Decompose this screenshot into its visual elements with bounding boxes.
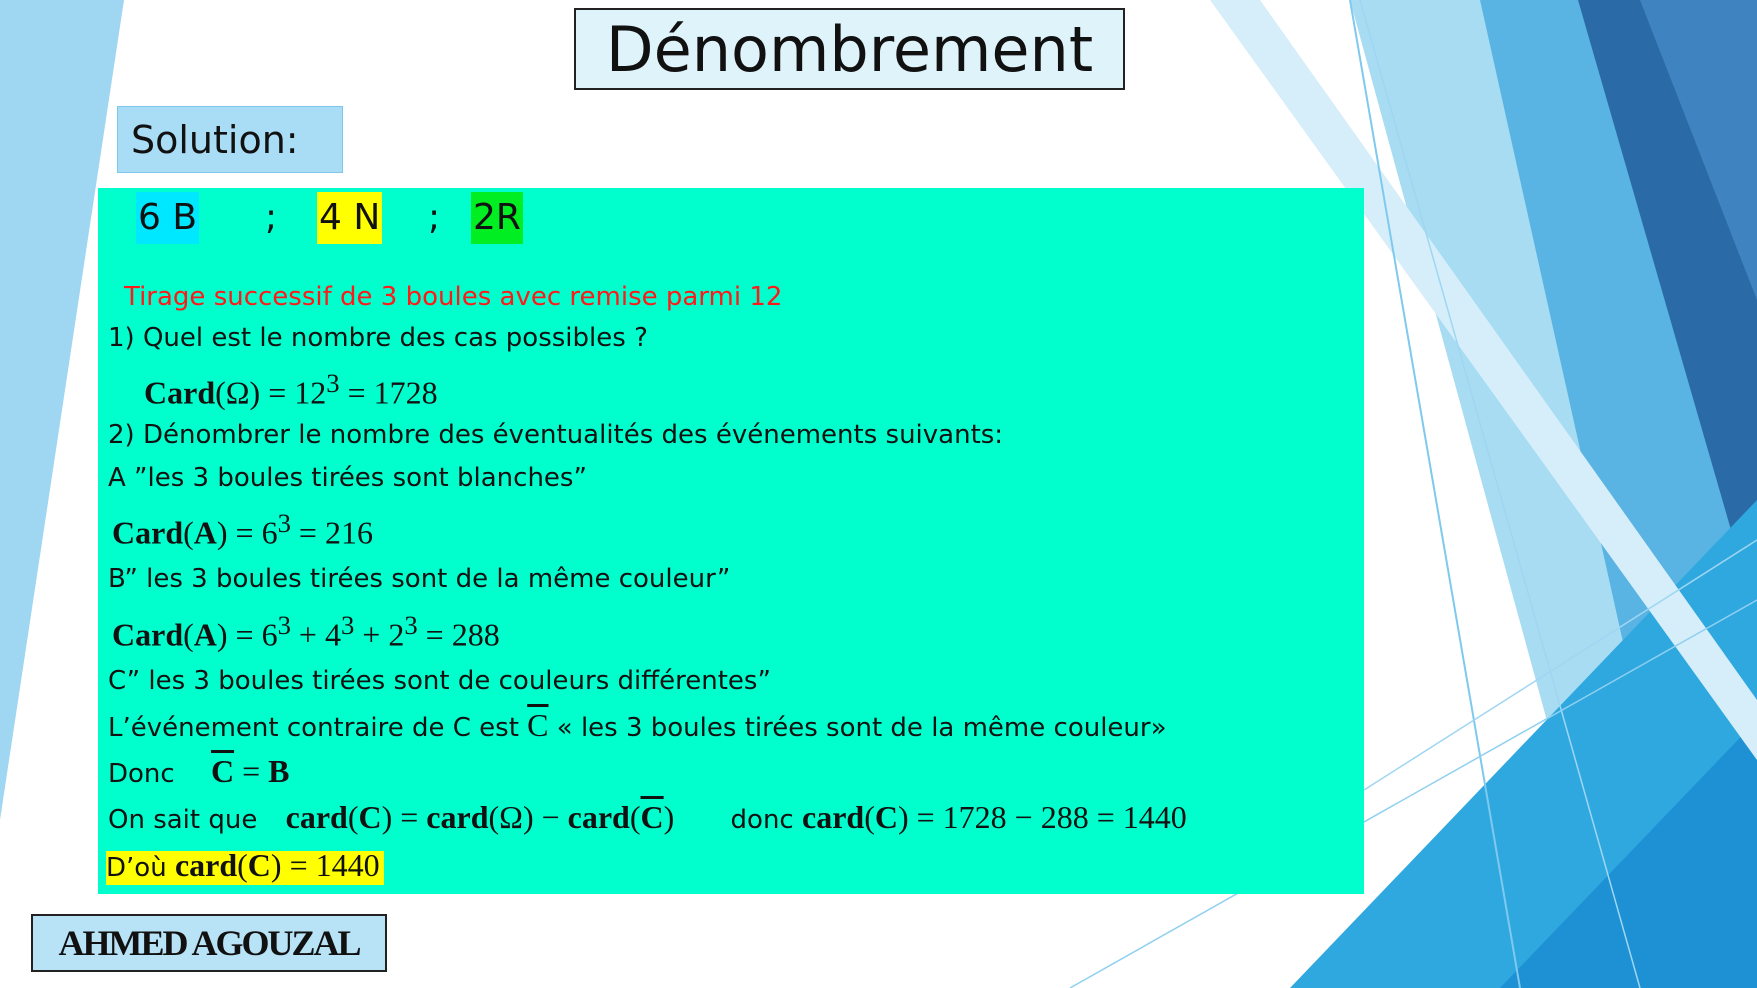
donc-label-2: donc	[730, 805, 794, 835]
solution-label: Solution:	[117, 106, 343, 173]
formula-card-c-result: card(C) = 1728 − 288 = 1440	[801, 799, 1187, 835]
ball-counts	[98, 188, 1364, 248]
donc-label: Donc	[108, 759, 175, 789]
formula-card-c-complement: card(C) = card(Ω) − $card(\overline{C})$	[285, 799, 675, 835]
formula-card-b: Card(A) = $6^3 + 4^3 + 2^3 = 288$	[112, 610, 500, 653]
count-black-balls: 4 N	[317, 192, 382, 244]
contrary-text: L’événement contraire de C est	[108, 713, 519, 743]
count-white-balls: 6 B	[136, 192, 199, 244]
event-b: B” les 3 boules tirées sont de la même couleur”	[108, 564, 731, 594]
count-red-balls: 2R	[471, 192, 523, 244]
event-a: A ”les 3 boules tirées sont blanches”	[108, 463, 587, 493]
donc-line	[108, 754, 289, 791]
formula-card-c-final: card(C) = 1440	[174, 847, 380, 883]
on-sait-que-line	[108, 800, 1187, 837]
question-1: 1) Quel est le nombre des cas possibles ?	[108, 323, 648, 353]
separator: ;	[428, 197, 441, 238]
contrary-event-line	[108, 708, 1167, 745]
event-c: C” les 3 boules tirées sont de couleurs différentes”	[108, 666, 771, 696]
intro-text: Tirage successif de 3 boules avec remise parmi 12	[124, 282, 783, 312]
question-2: 2) Dénombrer le nombre des éventualités des événements suivants:	[108, 420, 1004, 450]
on-sait-que-label: On sait que	[108, 805, 258, 835]
conclusion-line	[108, 848, 384, 885]
author-label: AHMED AGOUZAL	[31, 914, 387, 972]
slide-title: Dénombrement	[574, 8, 1125, 90]
formula-c-bar-equals-b: $\overline{C} = B$	[210, 753, 290, 789]
c-bar-symbol: $\overline{C}$	[527, 707, 549, 743]
d-ou-label: D’où	[106, 853, 167, 883]
solution-content-panel	[98, 188, 1364, 894]
separator: ;	[265, 197, 278, 238]
formula-card-omega: Card(Ω) = $12^3 = 1728$	[144, 368, 438, 411]
formula-card-a: Card(A) = $6^3 = 216$	[112, 508, 373, 551]
conclusion-highlight	[106, 847, 384, 885]
contrary-quote: « les 3 boules tirées sont de la même couleur»	[556, 713, 1167, 743]
